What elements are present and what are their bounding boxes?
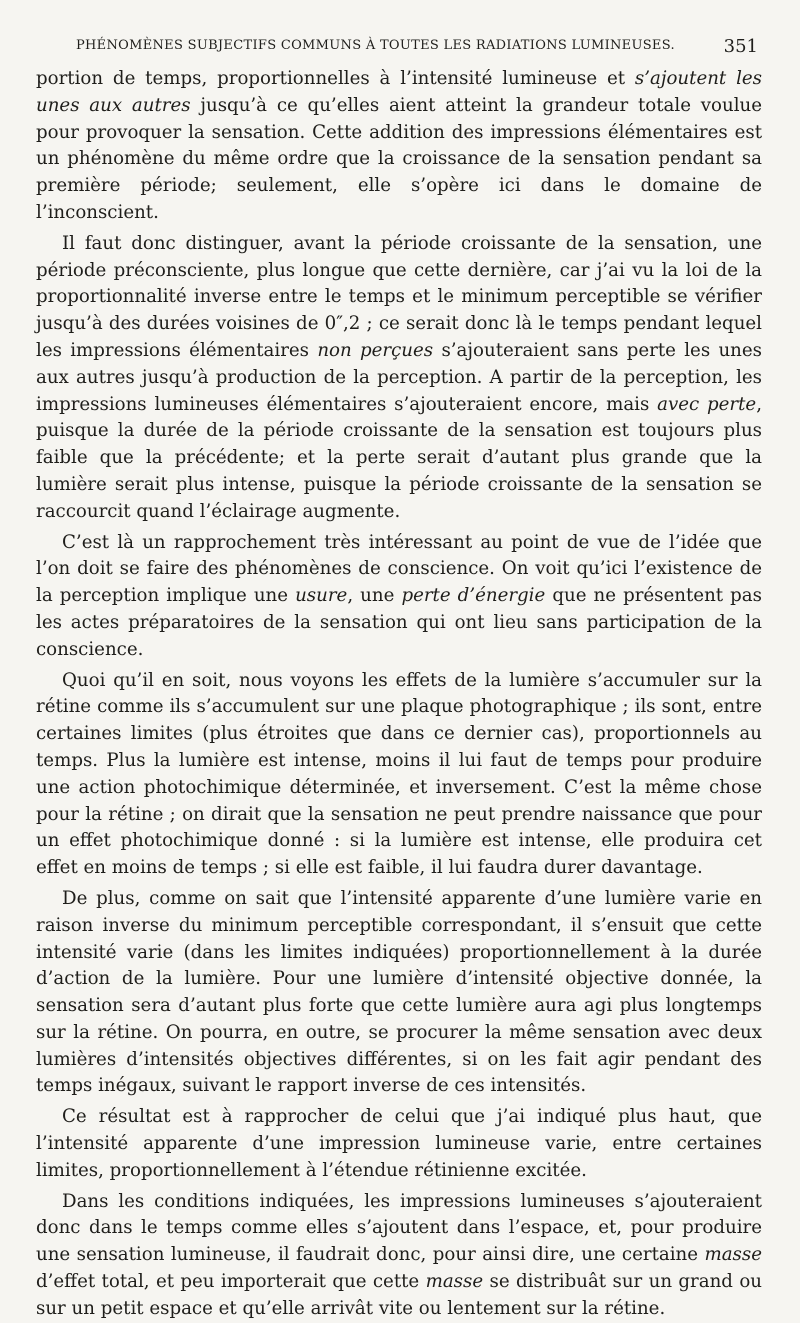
paragraph bbox=[36, 231, 762, 526]
text-run: s’ajouteraient sans perte les unes aux autres jusqu’à production de la perception. A partir de la perception, les impressions lumineuses élémentaires s’ajouteraient encore, mais bbox=[36, 339, 762, 415]
running-title: PHÉNOMÈNES SUBJECTIFS COMMUNS À TOUTES LES RADIATIONS LUMINEUSES. bbox=[76, 38, 675, 53]
text-run: C’est là un rapprochement très intéressant au point de vue de l’idée que l’on doit se faire des phénomènes de conscience. On voit qu’ici l’existence de la perception implique une bbox=[36, 531, 762, 607]
italic-run: avec perte bbox=[657, 393, 757, 415]
text-run: d’effet total, et peu importerait que cette bbox=[36, 1271, 426, 1293]
text-run: jusqu’à ce qu’elles aient atteint la grandeur totale voulue pour provoquer la sensation. Cette addition des impressions élémentaires est un phénomène du même ordre que la croissance de la sensation pendant sa première période; seulement, elle s’opère ici dans le domaine de l’inconscient. bbox=[36, 94, 762, 223]
text-run: Ce résultat est à rapprocher de celui que j’ai indiqué plus haut, que l’intensité apparente d’une impression lumineuse varie, entre certaines limites, proportionnellement à l’étendue rétinienne excitée. bbox=[36, 1106, 762, 1181]
running-head bbox=[36, 38, 762, 66]
text-run: , puisque la durée de la période croissante de la sensation est toujours plus faible que la précédente; et la perte serait d’autant plus grande que la lumière serait plus intense, puisque la période croissante de la sensation se raccourcit quand l’éclairage augmente. bbox=[36, 393, 762, 522]
italic-run: masse bbox=[425, 1271, 484, 1293]
italic-run: usure bbox=[295, 585, 348, 607]
italic-run: s’ajoutent les unes aux autres bbox=[36, 68, 762, 116]
paragraph bbox=[36, 530, 762, 664]
text-run: Dans les conditions indiquées, les impressions lumineuses s’ajouteraient donc dans le temps comme elles s’ajoutent dans l’espace, et, pour produire une sensation lumineuse, il faudrait donc, pour ainsi dire, une certaine bbox=[36, 1190, 762, 1266]
text-run: Il faut donc distinguer, avant la période croissante de la sensation, une période préconsciente, plus longue que cette dernière, car j’ai vu la loi de la proportionnalité inverse entre le temps et le minimum perceptible se vérifier jusqu’à des durées voisines de 0″,2 ; ce serait donc là le temps pendant lequel les impressions élémentaires bbox=[36, 232, 762, 361]
text-run: que ne présentent pas les actes préparatoires de la sensation qui ont lieu sans participation de la conscience. bbox=[36, 585, 762, 660]
paragraph bbox=[36, 668, 762, 882]
paragraph bbox=[36, 1104, 762, 1184]
paragraph bbox=[36, 66, 762, 227]
italic-run: masse bbox=[704, 1244, 762, 1266]
text-run: portion de temps, proportionnelles à l’intensité lumineuse et bbox=[36, 68, 635, 89]
text-run: se distribuât sur un grand ou sur un petit espace et qu’elle arrivât vite ou lentement sur la rétine. bbox=[36, 1271, 762, 1319]
page-number: 351 bbox=[723, 36, 758, 57]
paragraph bbox=[36, 1189, 762, 1323]
text-run: Quoi qu’il en soit, nous voyons les effets de la lumière s’accumuler sur la rétine comme ils s’accumulent sur une plaque photographique ; ils sont, entre certaines limites (plus étroites que dans ce dernier cas), proportionnels au temps. Plus la lumière est intense, moins il lui faut de temps pour produire une action photochimique déterminée, et inversement. C’est la même chose pour la rétine ; on dirait que la sensation ne peut prendre naissance que pour un effet photochimique donné : si la lumière est intense, elle produira cet effet en moins de temps ; si elle est faible, il lui faudra durer davantage. bbox=[36, 669, 762, 879]
italic-run: non perçues bbox=[317, 339, 434, 361]
text-run: , une bbox=[347, 585, 402, 607]
paragraph bbox=[36, 886, 762, 1100]
body-text bbox=[36, 66, 762, 1323]
text-run: De plus, comme on sait que l’intensité apparente d’une lumière varie en raison inverse du minimum perceptible correspondant, il s’ensuit que cette intensité varie (dans les limites indiquées) proportionnellement à la durée d’action de la lumière. Pour une lumière d’intensité objective donnée, la sensation sera d’autant plus forte que cette lumière aura agi plus longtemps sur la rétine. On pourra, en outre, se procurer la même sensation avec deux lumières d’intensités objectives différentes, si on les fait agir pendant des temps inégaux, suivant le rapport inverse de ces intensités. bbox=[36, 887, 762, 1097]
italic-run: perte d’énergie bbox=[401, 585, 546, 607]
